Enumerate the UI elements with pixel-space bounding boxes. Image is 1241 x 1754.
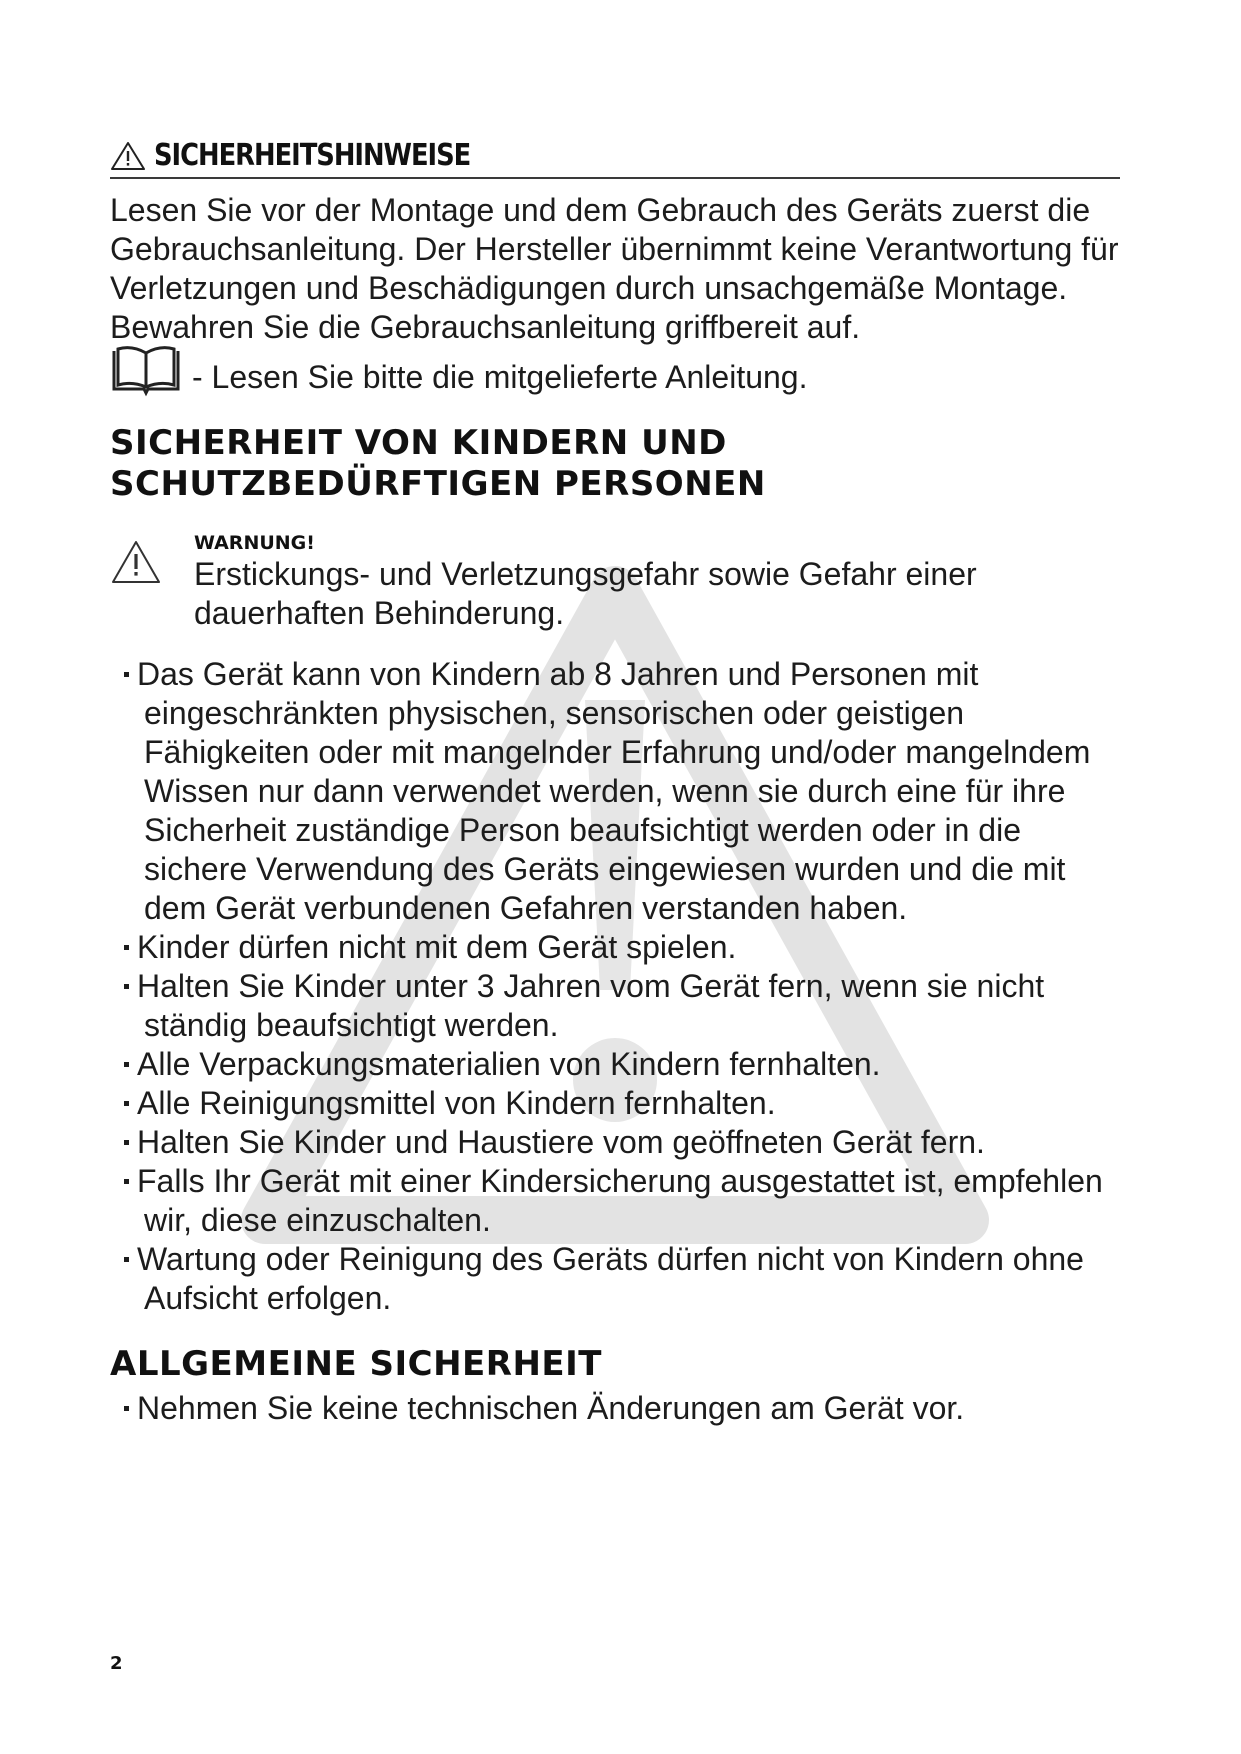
list-item: Das Gerät kann von Kindern ab 8 Jahren und Personen mit eingeschränkten physischen, sensorischen oder geistigen Fähigkeiten oder mit mangelnder Erfahrung und/oder mangelndem Wissen nur dann verwendet werden, wenn sie durch eine für ihre Sicherheit zuständige Person beaufsichtigt werden oder in die sichere Verwendung des Geräts eingewiesen wurden und die mit dem Gerät verbundenen Gefahren verstanden haben.	[110, 655, 1120, 928]
general-safety-list	[110, 1389, 1120, 1428]
bullet-icon	[124, 1406, 129, 1411]
warning-triangle-icon	[110, 539, 162, 585]
list-item: Halten Sie Kinder unter 3 Jahren vom Gerät fern, wenn sie nicht ständig beaufsichtigt werden.	[110, 967, 1120, 1045]
warning-triangle-icon	[110, 140, 146, 172]
children-safety-list	[110, 655, 1120, 1318]
bullet-icon	[124, 984, 129, 989]
list-item: Wartung oder Reinigung des Geräts dürfen nicht von Kindern ohne Aufsicht erfolgen.	[110, 1240, 1120, 1318]
list-item: Halten Sie Kinder und Haustiere vom geöffneten Gerät fern.	[110, 1123, 1120, 1162]
children-safety-heading-line1: SICHERHEIT VON KINDERN UND	[110, 423, 727, 463]
bullet-icon	[124, 945, 129, 950]
manual-note	[110, 357, 1120, 397]
manual-note-text: - Lesen Sie bitte die mitgelieferte Anleitung.	[192, 358, 808, 395]
bullet-icon	[124, 1257, 129, 1262]
warning-label: WARNUNG!	[194, 532, 315, 554]
intro-paragraph: Lesen Sie vor der Montage und dem Gebrauch des Geräts zuerst die Gebrauchsanleitung. Der Hersteller übernimmt keine Verantwortung für Verletzungen und Beschädigungen durch unsachgemäße Montage. Bewahren Sie die Gebrauchsanleitung griffbereit auf.	[110, 192, 1119, 345]
list-item: Nehmen Sie keine technischen Änderungen am Gerät vor.	[110, 1389, 1120, 1428]
list-item: Alle Verpackungsmaterialien von Kindern fernhalten.	[110, 1045, 1120, 1084]
bullet-icon	[124, 672, 129, 677]
page-content	[110, 138, 1120, 1428]
section-header	[110, 138, 1120, 179]
general-safety-heading: ALLGEMEINE SICHERHEIT	[110, 1344, 602, 1384]
children-safety-heading-line2: SCHUTZBEDÜRFTIGEN PERSONEN	[110, 464, 766, 504]
book-icon	[110, 345, 182, 397]
list-item: Kinder dürfen nicht mit dem Gerät spielen.	[110, 928, 1120, 967]
bullet-icon	[124, 1062, 129, 1067]
page-number: 2	[110, 1653, 123, 1674]
list-item: Alle Reinigungsmittel von Kindern fernhalten.	[110, 1084, 1120, 1123]
warning-box	[110, 531, 1120, 633]
section-title: SICHERHEITSHINWEISE	[154, 138, 471, 173]
bullet-icon	[124, 1179, 129, 1184]
bullet-icon	[124, 1140, 129, 1145]
children-safety-heading	[110, 423, 1120, 505]
warning-text: Erstickungs- und Verletzungsgefahr sowie Gefahr einer dauerhaften Behinderung.	[194, 556, 977, 631]
bullet-icon	[124, 1101, 129, 1106]
list-item: Falls Ihr Gerät mit einer Kindersicherung ausgestattet ist, empfehlen wir, diese einzuschalten.	[110, 1162, 1120, 1240]
